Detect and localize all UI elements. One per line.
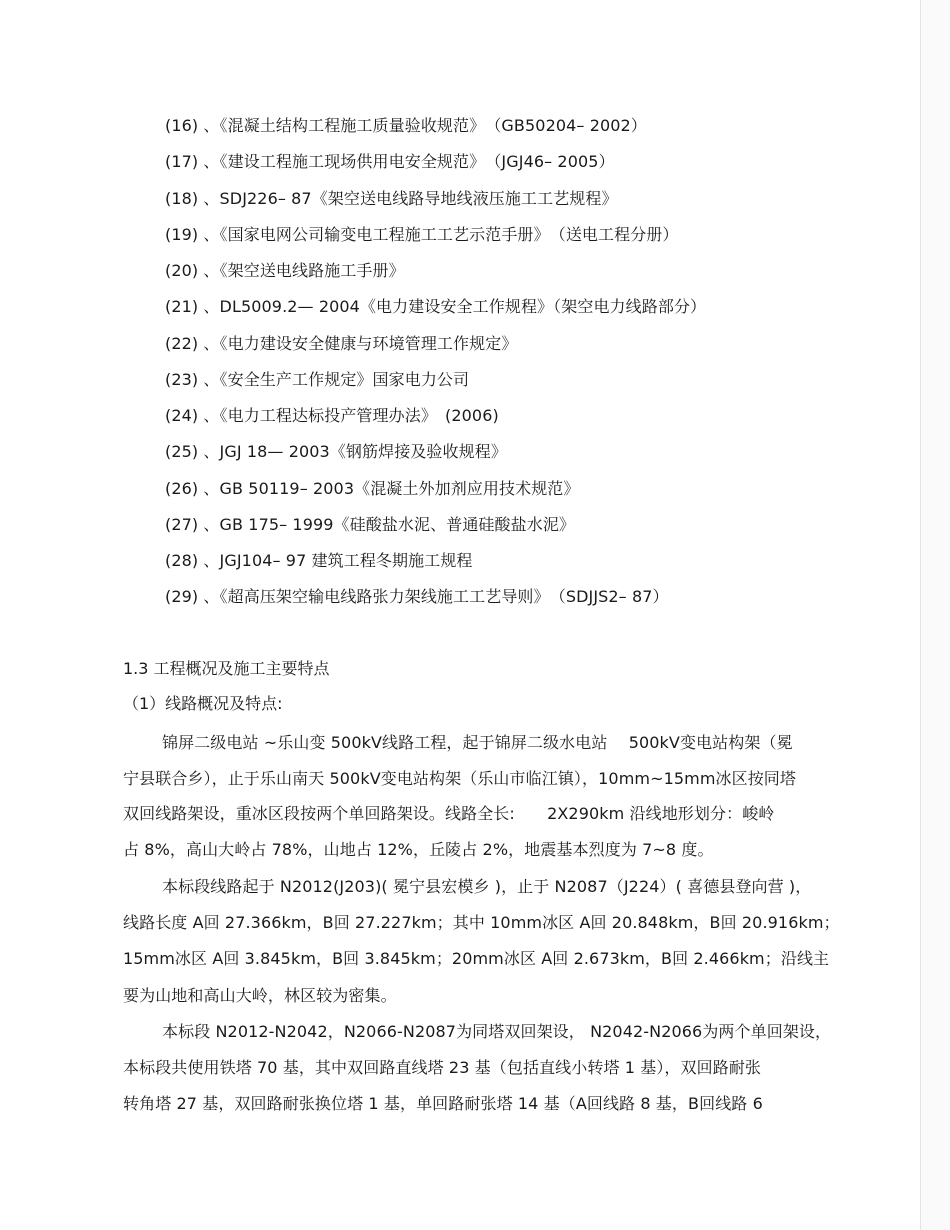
paragraph-line: 本标段 N2012-N2042，N2066-N2087为同塔双回架设， N2042-N2066为两个单回架设， <box>162 1022 832 1041</box>
paragraph-line: 转角塔 27 基，双回路耐张换位塔 1 基，单回路耐张塔 14 基（A回线路 8 基，B回线路 6 <box>123 1094 763 1113</box>
section-subheading: （1）线路概况及特点: <box>123 694 283 713</box>
paragraph-line: 宁县联合乡），止于乐山南天 500kV变电站构架（乐山市临江镇），10mm~15mm冰区按同塔 <box>123 769 797 788</box>
reference-item: (22) 、《电力建设安全健康与环境管理工作规定》 <box>165 333 518 353</box>
reference-list <box>165 114 865 622</box>
reference-item: (28) 、JGJ104– 97 建筑工程冬期施工规程 <box>165 551 473 570</box>
paragraph-line: 15mm冰区 A回 3.845km，B回 3.845km；20mm冰区 A回 2.673km，B回 2.466km；沿线主 <box>123 949 830 968</box>
reference-item: (25) 、JGJ 18— 2003《钢筋焊接及验收规程》 <box>165 442 507 462</box>
paragraph-line: 本标段线路起于 N2012(J203)( 冕宁县宏模乡 )，止于 N2087（J224）( 喜德县登向营 )， <box>162 877 812 896</box>
reference-item: (24) 、《电力工程达标投产管理办法》 (2006) <box>165 406 499 425</box>
reference-item: (20) 、《架空送电线路施工手册》 <box>165 261 405 280</box>
viewer-gutter <box>921 0 950 1230</box>
reference-item: (17) 、《建设工程施工现场供用电安全规范》 （JGJ46– 2005） <box>165 152 615 172</box>
paragraph-line: 线路长度 A回 27.366km，B回 27.227km；其中 10mm冰区 A回 20.848km，B回 20.916km； <box>123 913 840 932</box>
paragraph-line: 要为山地和高山大岭，林区较为密集。 <box>123 986 397 1005</box>
paragraph-line: 锦屏二级电站 ~乐山变 500kV线路工程，起于锦屏二级水电站 500kV变电站构架（冕 <box>162 733 793 752</box>
reference-item: (21) 、DL5009.2— 2004《电力建设安全工作规程》（架空电力线路部分） <box>165 297 707 317</box>
paragraph-line: 本标段共使用铁塔 70 基，其中双回路直线塔 23 基（包括直线小转塔 1 基），双回路耐张 <box>123 1058 762 1077</box>
reference-item: (18) 、SDJ226– 87《架空送电线路导地线液压施工工艺规程》 <box>165 188 618 208</box>
reference-item: (26) 、GB 50119– 2003《混凝土外加剂应用技术规范》 <box>165 478 580 498</box>
reference-item: (23) 、《安全生产工作规定》国家电力公司 <box>165 369 470 389</box>
reference-item: (29) 、《超高压架空输电线路张力架线施工工艺导则》 （SDJJS2– 87） <box>165 587 669 607</box>
reference-item: (16) 、《混凝土结构工程施工质量验收规范》 （GB50204– 2002） <box>165 116 647 135</box>
paragraph-line: 双回线路架设，重冰区段按两个单回路架设。线路全长: 2X290km 沿线地形划分：峻岭 <box>123 804 775 823</box>
paragraph-line: 占 8%，高山大岭占 78%，山地占 12%，丘陵占 2%，地震基本烈度为 7~8 度。 <box>123 840 714 859</box>
reference-item: (27) 、GB 175– 1999《硅酸盐水泥、普通硅酸盐水泥》 <box>165 514 576 534</box>
reference-item: (19) 、《国家电网公司输变电工程施工工艺示范手册》 （送电工程分册） <box>165 224 679 244</box>
section-heading: 1.3 工程概况及施工主要特点 <box>123 659 330 678</box>
